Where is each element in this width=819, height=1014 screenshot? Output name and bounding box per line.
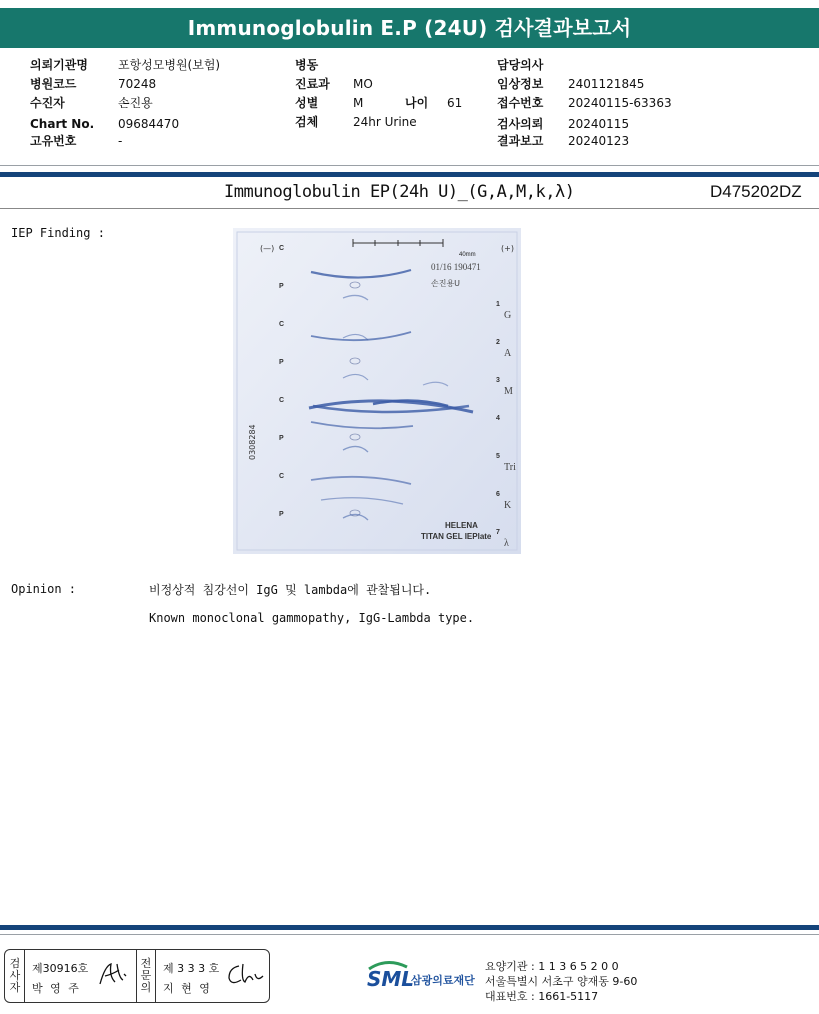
gel-lane-number: 6 xyxy=(496,491,500,498)
label-request-date: 검사의뢰 xyxy=(497,117,544,131)
sig-tech-role-char: 사 xyxy=(9,969,21,982)
label-sex: 성별 xyxy=(295,96,319,110)
sig-doc-role-char: 의 xyxy=(140,981,152,994)
sml-logo-text: 삼광의료재단 xyxy=(411,974,475,987)
sig-doc-role-char: 문 xyxy=(140,969,152,982)
title-underline xyxy=(0,208,819,209)
gel-brand-line2: TITAN GEL IEPlate xyxy=(421,532,492,541)
doctor-signature xyxy=(225,960,265,990)
gel-well-label: C xyxy=(279,321,285,328)
org-address: 서울특별시 서초구 양재동 9-60 xyxy=(485,975,638,988)
value-department: MO xyxy=(353,77,373,91)
value-receipt-no: 20240115-63363 xyxy=(568,96,672,110)
gel-antiserum-label: λ xyxy=(504,538,509,549)
value-hospital-code: 70248 xyxy=(118,77,157,91)
label-hospital-code: 병원코드 xyxy=(30,77,77,91)
gel-antiserum-label: A xyxy=(504,348,512,359)
opinion-line-2: Known monoclonal gammopathy, IgG-Lambda type. xyxy=(149,611,475,625)
tech-signature xyxy=(97,960,131,990)
doctor-license: 제 3 3 3 호 xyxy=(163,962,220,975)
label-patient: 수진자 xyxy=(30,96,65,110)
value-request-date: 20240115 xyxy=(568,117,630,131)
sig-tech-role-char: 검 xyxy=(9,957,21,970)
gel-antiserum-label: G xyxy=(504,310,512,321)
gel-patient: 손진용U xyxy=(431,279,461,288)
gel-brand-line1: HELENA xyxy=(445,521,478,530)
tech-name: 박 영 주 xyxy=(32,982,81,995)
label-age: 나이 xyxy=(405,96,429,110)
org-code: 요양기관 : 1 1 3 6 5 2 0 0 xyxy=(485,960,619,973)
gel-well-label: P xyxy=(279,435,284,442)
sig-divider-1 xyxy=(24,950,25,1002)
test-name: Immunoglobulin EP(24h U)_(G,A,M,k,λ) xyxy=(224,182,575,202)
gel-antiserum-label: Tri xyxy=(504,462,516,473)
value-sex: M xyxy=(353,96,364,110)
label-report-date: 결과보고 xyxy=(497,134,544,148)
test-title-row xyxy=(0,182,819,210)
label-chart-no: Chart No. xyxy=(30,117,95,131)
gel-lane-number: 4 xyxy=(496,415,500,422)
iep-finding-label: IEP Finding : xyxy=(11,226,105,240)
section-rule-bottom xyxy=(0,925,819,930)
value-age: 61 xyxy=(447,96,463,110)
gel-lane-number: 3 xyxy=(496,377,500,384)
opinion-label: Opinion : xyxy=(11,582,77,596)
gel-stamp: 01/16 190471 xyxy=(431,262,481,272)
label-ward: 병동 xyxy=(295,58,319,72)
gel-well-label: C xyxy=(279,473,285,480)
label-doctor: 담당의사 xyxy=(497,58,544,72)
doctor-name: 지 현 영 xyxy=(163,982,212,995)
gel-antiserum-label: M xyxy=(504,386,513,397)
test-code: D475202DZ xyxy=(710,182,802,201)
value-clinical-info: 2401121845 xyxy=(568,77,645,91)
opinion-line-1: 비정상적 침강선이 IgG 및 lambda에 관찰됩니다. xyxy=(149,583,432,597)
gel-neg-label: (—) xyxy=(260,244,275,253)
sig-tech-role xyxy=(8,958,22,994)
label-specimen: 검체 xyxy=(295,115,319,129)
value-institution: 포항성모병원(보험) xyxy=(118,58,221,72)
label-unique-no: 고유번호 xyxy=(30,134,77,148)
sig-tech-role-char: 자 xyxy=(9,981,21,994)
gel-well-label: P xyxy=(279,511,284,518)
label-clinical-info: 임상정보 xyxy=(497,77,544,91)
section-rule-top xyxy=(0,172,819,177)
value-patient: 손진용 xyxy=(118,96,153,110)
value-specimen: 24hr Urine xyxy=(353,115,417,129)
report-title-bar: Immunoglobulin E.P (24U) 검사결과보고서 xyxy=(0,8,819,48)
sml-logo-mark: SML xyxy=(367,967,415,991)
value-chart-no: 09684470 xyxy=(118,117,180,131)
sig-doc-role-char: 전 xyxy=(140,957,152,970)
gel-well-label: C xyxy=(279,397,285,404)
gel-lane-number: 2 xyxy=(496,339,500,346)
iep-gel-image xyxy=(233,228,521,554)
gel-lot: 0308284 xyxy=(248,424,257,460)
sig-divider-2 xyxy=(136,950,137,1002)
gel-well-label: P xyxy=(279,283,284,290)
gel-pos-label: (+) xyxy=(501,244,514,253)
tech-license: 제30916호 xyxy=(32,962,89,975)
gel-lane-number: 1 xyxy=(496,301,500,308)
gel-well-label: C xyxy=(279,245,285,252)
sig-doc-role xyxy=(139,958,153,994)
gel-svg xyxy=(233,228,521,554)
gel-scale-label: 40mm xyxy=(459,252,476,258)
signature-box xyxy=(4,949,270,1003)
sig-divider-3 xyxy=(155,950,156,1002)
gel-antiserum-label: K xyxy=(504,500,512,511)
label-receipt-no: 접수번호 xyxy=(497,96,544,110)
value-report-date: 20240123 xyxy=(568,134,630,148)
org-phone: 대표번호 : 1661-5117 xyxy=(485,990,599,1003)
label-institution: 의뢰기관명 xyxy=(30,58,88,72)
value-unique-no: - xyxy=(118,134,123,148)
gel-well-label: P xyxy=(279,359,284,366)
gel-lane-number: 7 xyxy=(496,529,500,536)
label-department: 진료과 xyxy=(295,77,330,91)
header-divider xyxy=(0,165,819,166)
gel-lane-number: 5 xyxy=(496,453,500,460)
footer-divider xyxy=(0,934,819,935)
